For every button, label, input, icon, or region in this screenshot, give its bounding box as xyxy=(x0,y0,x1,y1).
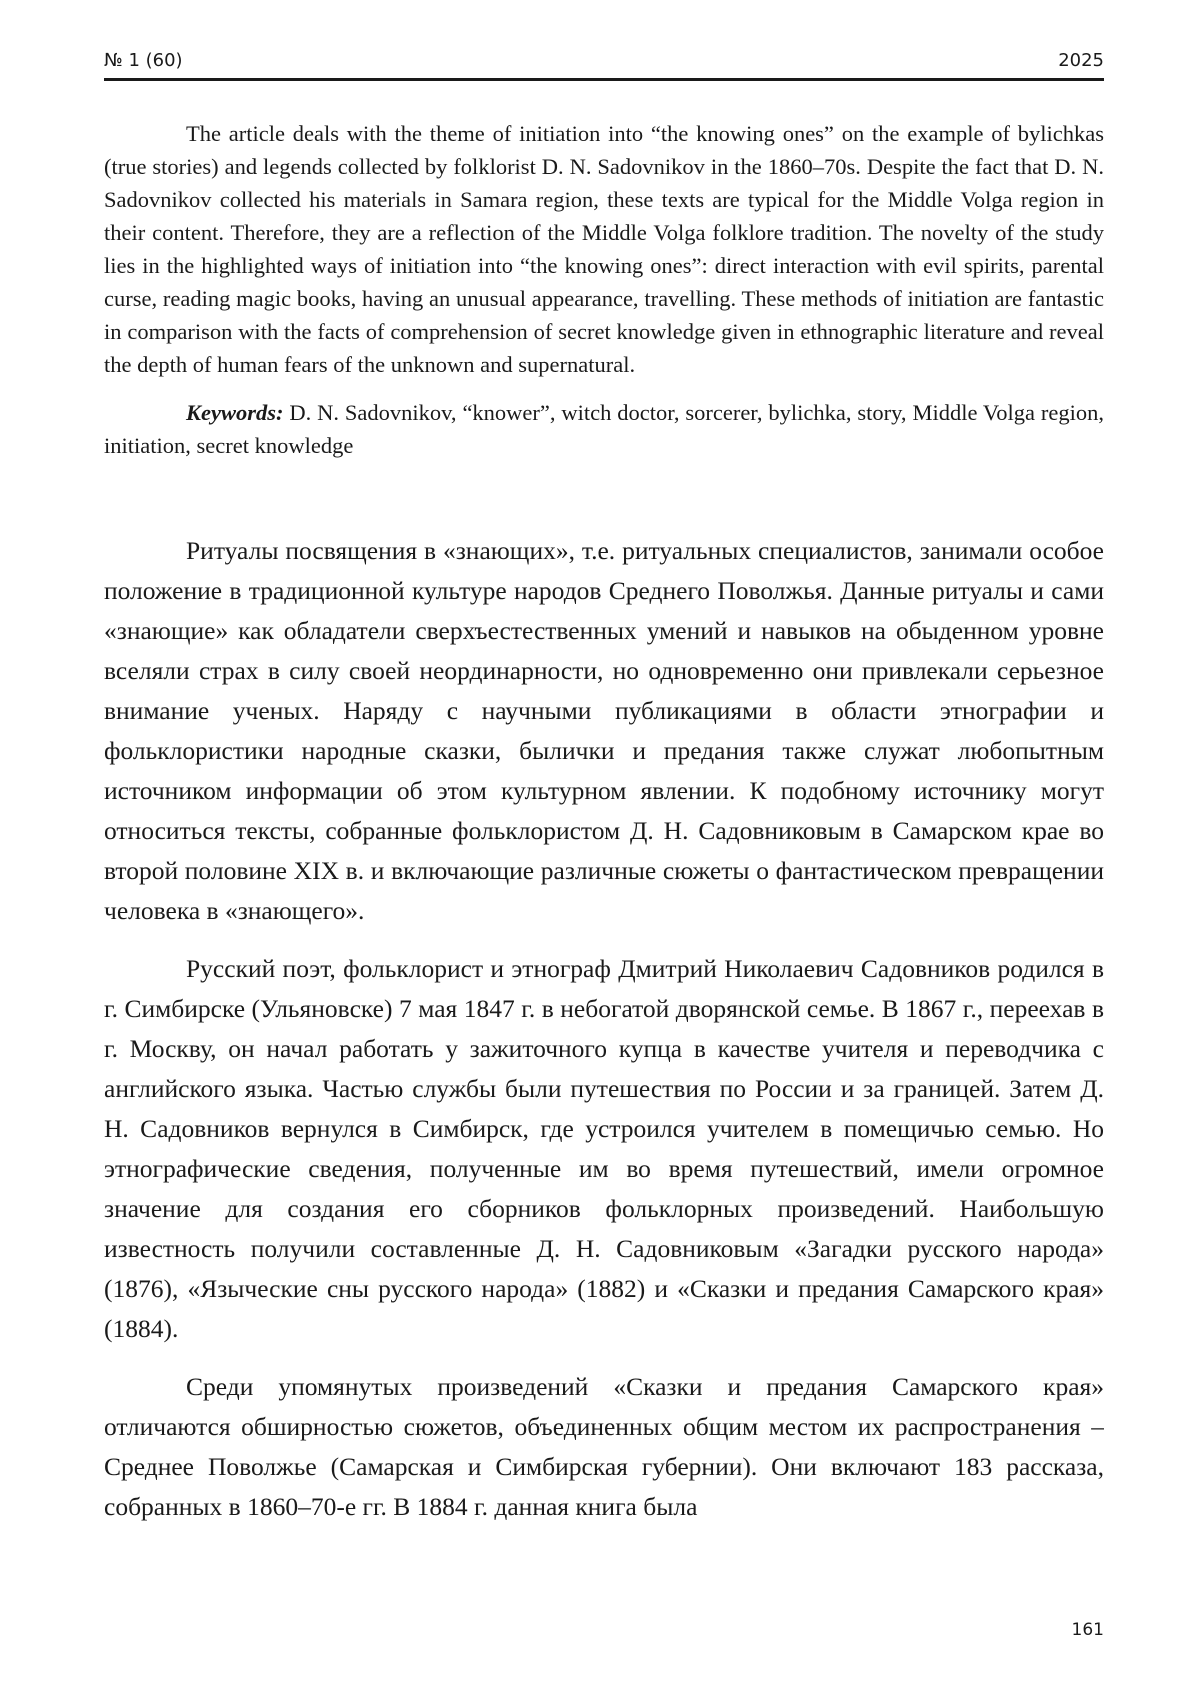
keywords-paragraph xyxy=(104,396,1104,462)
keywords-text: D. N. Sadovnikov, “knower”, witch doctor, sorcerer, bylichka, story, Middle Volga region, initiation, secret knowledge xyxy=(104,400,1104,458)
body-paragraph-1: Ритуалы посвящения в «знающих», т.е. ритуальных специалистов, занимали особое положение в традиционной культуре народов Среднего Поволжья. Данные ритуалы и сами «знающие» как обладатели сверхъестественных умений и навыков на обыденном уровне вселяли страх в силу своей неординарности, но одновременно они привлекали серьезное внимание ученых. Наряду с научными публикациями в области этнографии и фольклористики народные сказки, былички и предания также служат любопытным источником информации об этом культурном явлении. К подобному источнику могут относиться тексты, собранные фольклористом Д. Н. Садовниковым в Самарском крае во второй половине XIX в. и включающие различные сюжеты о фантастическом превращении человека в «знающего». xyxy=(104,536,1104,925)
issue-number: № 1 (60) xyxy=(104,50,183,71)
abstract-text: The article deals with the theme of initiation into “the knowing ones” on the example of bylichkas (true stories) and legends collected by folklorist D. N. Sadovnikov in the 1860–70s. Despite the fact that D. N. Sadovnikov collected his materials in Samara region, these texts are typical for the Middle Volga region in their content. Therefore, they are a reflection of the Middle Volga folklore tradition. The novelty of the study lies in the highlighted ways of initiation into “the knowing ones”: direct interaction with evil spirits, parental curse, reading magic books, having an unusual appearance, travelling. These methods of initiation are fantastic in comparison with the facts of comprehension of secret knowledge given in ethnographic literature and reveal the depth of human fears of the unknown and supernatural. xyxy=(104,121,1104,377)
publication-year: 2025 xyxy=(1058,50,1104,71)
body-paragraph-3: Среди упомянутых произведений «Сказки и предания Самарского края» отличаются обширностью сюжетов, объединенных общим местом их распространения – Среднее Поволжье (Самарская и Симбирская губернии). Они включают 183 рассказа, собранных в 1860–70-е гг. В 1884 г. данная книга была xyxy=(104,1372,1104,1521)
abstract-section xyxy=(104,117,1104,462)
header-rule xyxy=(104,78,1104,81)
keywords-label: Keywords: xyxy=(186,400,284,425)
running-head xyxy=(104,46,1104,76)
article-body xyxy=(104,531,1104,1527)
page-number: 161 xyxy=(1071,1620,1104,1640)
body-paragraph-2: Русский поэт, фольклорист и этнограф Дмитрий Николаевич Садовников родился в г. Симбирске (Ульяновске) 7 мая 1847 г. в небогатой дворянской семье. В 1867 г., переехав в г. Москву, он начал работать у зажиточного купца в качестве учителя и переводчика с английского языка. Частью службы были путешествия по России и за границей. Затем Д. Н. Садовников вернулся в Симбирск, где устроился учителем в помещичью семью. Но этнографические сведения, полученные им во время путешествий, имели огромное значение для создания его сборников фольклорных произведений. Наибольшую известность получили составленные Д. Н. Садовниковым «Загадки русского народа» (1876), «Языческие сны русского народа» (1882) и «Сказки и предания Самарского края» (1884). xyxy=(104,954,1104,1343)
